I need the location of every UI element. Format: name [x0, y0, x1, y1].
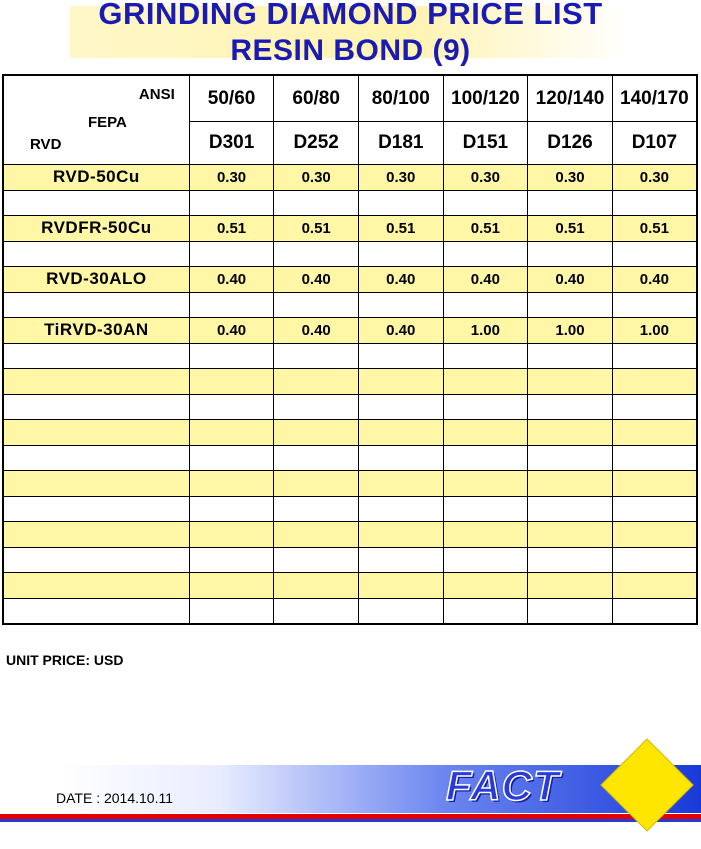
price-cell	[443, 420, 528, 446]
price-cell	[612, 241, 697, 267]
price-cell	[358, 573, 443, 599]
price-cell	[358, 292, 443, 318]
price-cell	[443, 394, 528, 420]
price-cell	[528, 522, 613, 548]
product-name-cell: RVDFR-50Cu	[3, 216, 189, 242]
product-name-cell	[3, 598, 189, 624]
price-cell	[274, 522, 359, 548]
price-cell	[358, 522, 443, 548]
price-cell	[528, 573, 613, 599]
table-row	[3, 343, 697, 369]
footer-blue-line	[0, 819, 701, 822]
price-cell: 1.00	[528, 318, 613, 344]
product-name-cell	[3, 369, 189, 395]
table-row	[3, 598, 697, 624]
price-cell	[274, 496, 359, 522]
product-name-cell: RVD-50Cu	[3, 165, 189, 191]
corner-label-rvd: RVD	[30, 136, 62, 153]
unit-price-note: UNIT PRICE: USD	[6, 652, 124, 668]
price-cell	[528, 445, 613, 471]
price-cell	[528, 241, 613, 267]
price-cell: 0.40	[528, 267, 613, 293]
fepa-header-cell: D301	[189, 122, 274, 165]
product-name-cell	[3, 190, 189, 216]
page-title: GRINDING DIAMOND PRICE LIST	[98, 0, 603, 31]
price-cell	[189, 598, 274, 624]
table-row	[3, 471, 697, 497]
product-name-cell	[3, 394, 189, 420]
table-row	[3, 420, 697, 446]
price-cell	[274, 292, 359, 318]
product-name-cell	[3, 496, 189, 522]
fepa-header-cell: D181	[358, 122, 443, 165]
price-cell	[612, 547, 697, 573]
price-cell	[274, 343, 359, 369]
corner-label-ansi: ANSI	[138, 86, 175, 103]
product-name-cell	[3, 522, 189, 548]
price-cell: 0.40	[274, 318, 359, 344]
price-cell	[612, 445, 697, 471]
product-name-cell	[3, 292, 189, 318]
price-cell	[528, 394, 613, 420]
fact-logo: FACT	[446, 762, 560, 809]
price-cell	[274, 190, 359, 216]
price-cell	[443, 547, 528, 573]
price-cell	[189, 394, 274, 420]
product-name-cell	[3, 573, 189, 599]
price-cell: 0.40	[358, 267, 443, 293]
price-cell	[189, 496, 274, 522]
price-cell	[443, 522, 528, 548]
table-row	[3, 547, 697, 573]
price-cell: 0.30	[358, 165, 443, 191]
price-cell	[612, 190, 697, 216]
price-cell: 1.00	[443, 318, 528, 344]
date-label: DATE : 2014.10.11	[56, 790, 173, 806]
ansi-header-cell: 100/120	[443, 75, 528, 122]
price-cell	[358, 241, 443, 267]
price-cell	[274, 241, 359, 267]
price-cell	[443, 496, 528, 522]
price-cell	[274, 420, 359, 446]
price-cell	[189, 369, 274, 395]
price-cell: 0.40	[358, 318, 443, 344]
price-cell	[443, 598, 528, 624]
ansi-header-cell: 50/60	[189, 75, 274, 122]
ansi-header-cell: 80/100	[358, 75, 443, 122]
table-row	[3, 369, 697, 395]
price-cell	[612, 292, 697, 318]
fepa-header-cell: D126	[528, 122, 613, 165]
ansi-header-cell: 140/170	[612, 75, 697, 122]
price-cell	[189, 343, 274, 369]
price-cell	[274, 471, 359, 497]
price-cell: 0.30	[612, 165, 697, 191]
corner-label-fepa: FEPA	[88, 114, 127, 131]
price-cell: 0.40	[274, 267, 359, 293]
price-cell	[528, 369, 613, 395]
price-cell	[358, 420, 443, 446]
price-cell: 0.30	[189, 165, 274, 191]
price-cell	[443, 573, 528, 599]
price-cell	[358, 598, 443, 624]
table-row	[3, 573, 697, 599]
price-cell	[189, 471, 274, 497]
product-name-cell	[3, 547, 189, 573]
product-name-cell	[3, 420, 189, 446]
table-row	[3, 267, 697, 293]
price-cell: 0.51	[612, 216, 697, 242]
price-cell	[189, 445, 274, 471]
fepa-header-cell: D107	[612, 122, 697, 165]
price-cell	[274, 598, 359, 624]
table-row	[3, 445, 697, 471]
fepa-header-cell: D151	[443, 122, 528, 165]
ansi-header-cell: 120/140	[528, 75, 613, 122]
product-name-cell: RVD-30ALO	[3, 267, 189, 293]
price-cell	[612, 394, 697, 420]
price-cell	[358, 343, 443, 369]
price-cell	[443, 292, 528, 318]
price-cell	[358, 496, 443, 522]
price-cell	[189, 547, 274, 573]
price-cell: 0.51	[189, 216, 274, 242]
price-cell	[274, 445, 359, 471]
price-cell	[443, 471, 528, 497]
price-cell	[612, 496, 697, 522]
table-row	[3, 522, 697, 548]
table-row	[3, 165, 697, 191]
price-cell	[443, 190, 528, 216]
price-cell	[358, 369, 443, 395]
price-cell	[274, 573, 359, 599]
price-cell: 0.30	[443, 165, 528, 191]
price-cell	[443, 241, 528, 267]
table-row	[3, 292, 697, 318]
price-cell	[612, 598, 697, 624]
price-cell: 0.40	[443, 267, 528, 293]
price-cell	[443, 445, 528, 471]
product-name-cell	[3, 241, 189, 267]
price-cell	[612, 420, 697, 446]
price-cell: 0.40	[612, 267, 697, 293]
price-cell	[274, 369, 359, 395]
price-cell	[274, 394, 359, 420]
table-row	[3, 216, 697, 242]
price-cell: 0.51	[528, 216, 613, 242]
price-cell	[189, 241, 274, 267]
price-cell: 0.30	[274, 165, 359, 191]
price-cell	[528, 343, 613, 369]
table-row	[3, 190, 697, 216]
price-cell	[528, 190, 613, 216]
price-cell: 0.30	[528, 165, 613, 191]
price-cell	[528, 496, 613, 522]
price-cell	[612, 522, 697, 548]
price-cell	[189, 292, 274, 318]
fepa-header-cell: D252	[274, 122, 359, 165]
price-cell	[189, 420, 274, 446]
price-cell	[528, 547, 613, 573]
product-name-cell	[3, 471, 189, 497]
product-name-cell	[3, 445, 189, 471]
price-cell	[612, 471, 697, 497]
price-cell	[612, 573, 697, 599]
price-cell	[358, 471, 443, 497]
table-row	[3, 394, 697, 420]
price-cell	[612, 369, 697, 395]
price-cell: 0.40	[189, 267, 274, 293]
table-row	[3, 241, 697, 267]
price-cell: 0.51	[274, 216, 359, 242]
price-cell	[443, 369, 528, 395]
price-cell	[528, 471, 613, 497]
price-cell: 0.51	[443, 216, 528, 242]
price-cell	[358, 547, 443, 573]
price-cell	[358, 394, 443, 420]
price-cell	[528, 420, 613, 446]
product-name-cell: TiRVD-30AN	[3, 318, 189, 344]
price-cell	[528, 292, 613, 318]
price-cell	[189, 190, 274, 216]
page-subtitle: RESIN BOND (9)	[230, 34, 471, 67]
corner-header-cell	[3, 75, 189, 165]
price-cell	[358, 190, 443, 216]
product-name-cell	[3, 343, 189, 369]
price-cell: 0.40	[189, 318, 274, 344]
ansi-header-cell: 60/80	[274, 75, 359, 122]
table-row	[3, 318, 697, 344]
table-row	[3, 496, 697, 522]
price-cell: 0.51	[358, 216, 443, 242]
price-cell	[528, 598, 613, 624]
price-cell	[612, 343, 697, 369]
header-row-ansi	[3, 75, 697, 122]
price-cell	[189, 573, 274, 599]
price-table	[2, 74, 698, 625]
price-cell	[358, 445, 443, 471]
price-cell	[189, 522, 274, 548]
price-cell	[443, 343, 528, 369]
price-cell	[274, 547, 359, 573]
price-cell: 1.00	[612, 318, 697, 344]
